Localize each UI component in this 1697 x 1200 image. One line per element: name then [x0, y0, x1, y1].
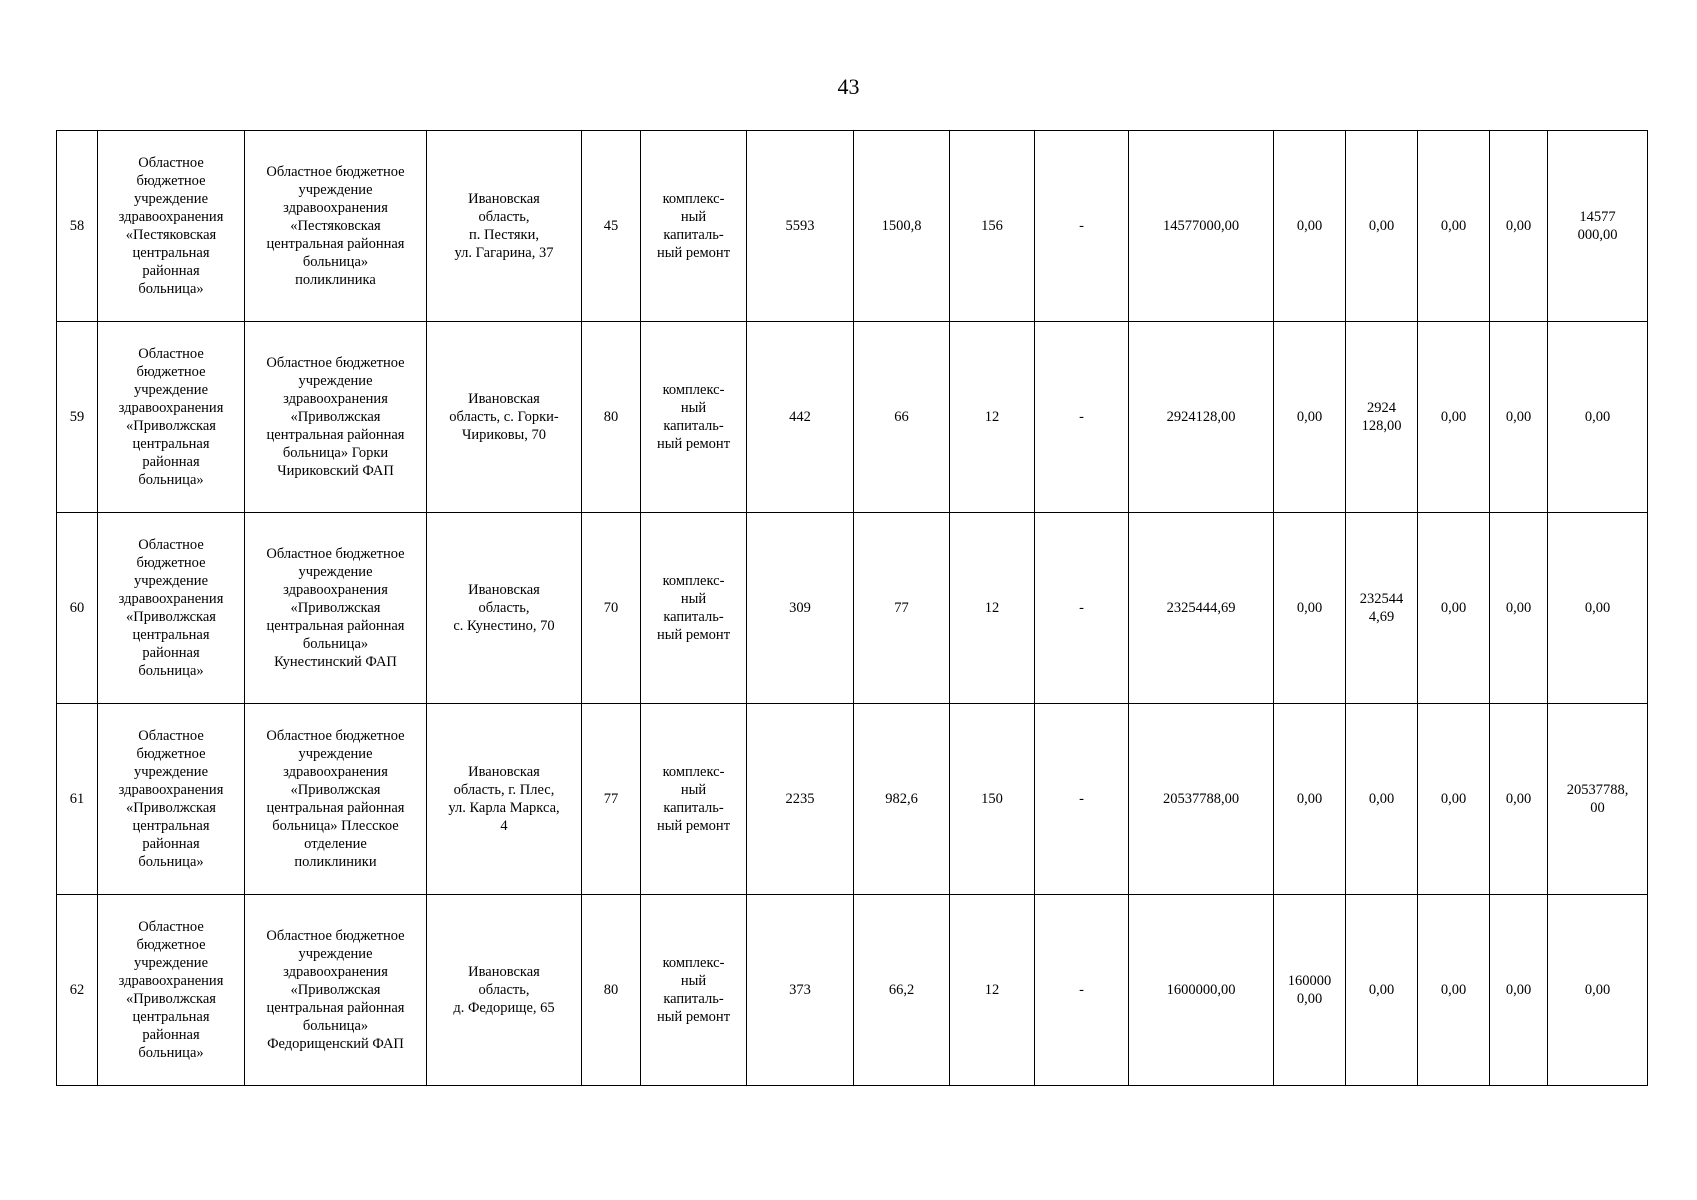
col12-cell: 0,00 [1274, 322, 1346, 513]
table-row [57, 131, 1648, 322]
col8-cell: 77 [854, 513, 950, 704]
col14-cell: 0,00 [1418, 322, 1490, 513]
institution-cell: Областное бюджетное учреждение здравоохранения «Приволжская центральная районная больница» [98, 322, 245, 513]
work-type-cell: комплекс- ный капиталь- ный ремонт [641, 895, 747, 1086]
institution-cell: Областное бюджетное учреждение здравоохранения «Приволжская центральная районная больница» [98, 704, 245, 895]
col16-cell: 14577 000,00 [1548, 131, 1648, 322]
address-cell: Ивановская область, д. Федорище, 65 [427, 895, 582, 1086]
table-row [57, 513, 1648, 704]
col10-cell: - [1035, 704, 1129, 895]
col8-cell: 66,2 [854, 895, 950, 1086]
col11-cell: 2325444,69 [1129, 513, 1274, 704]
col15-cell: 0,00 [1490, 131, 1548, 322]
col13-cell: 0,00 [1346, 131, 1418, 322]
col16-cell: 20537788, 00 [1548, 704, 1648, 895]
institution-cell: Областное бюджетное учреждение здравоохранения «Приволжская центральная районная больница» [98, 513, 245, 704]
col14-cell: 0,00 [1418, 704, 1490, 895]
col7-cell: 442 [747, 322, 854, 513]
col8-cell: 982,6 [854, 704, 950, 895]
address-cell: Ивановская область, с. Кунестино, 70 [427, 513, 582, 704]
col13-cell: 232544 4,69 [1346, 513, 1418, 704]
col10-cell: - [1035, 322, 1129, 513]
col12-cell: 0,00 [1274, 131, 1346, 322]
col16-cell: 0,00 [1548, 513, 1648, 704]
col9-cell: 12 [950, 322, 1035, 513]
col15-cell: 0,00 [1490, 704, 1548, 895]
col11-cell: 14577000,00 [1129, 131, 1274, 322]
col5-cell: 77 [582, 704, 641, 895]
col15-cell: 0,00 [1490, 322, 1548, 513]
address-cell: Ивановская область, с. Горки- Чириковы, 70 [427, 322, 582, 513]
col11-cell: 2924128,00 [1129, 322, 1274, 513]
object-name-cell: Областное бюджетное учреждение здравоохранения «Пестяковская центральная районная больница» поликлиника [245, 131, 427, 322]
col5-cell: 80 [582, 322, 641, 513]
row-number-cell: 62 [57, 895, 98, 1086]
col5-cell: 45 [582, 131, 641, 322]
row-number-cell: 59 [57, 322, 98, 513]
col10-cell: - [1035, 895, 1129, 1086]
col9-cell: 156 [950, 131, 1035, 322]
col8-cell: 66 [854, 322, 950, 513]
institution-cell: Областное бюджетное учреждение здравоохранения «Приволжская центральная районная больница» [98, 895, 245, 1086]
col12-cell: 160000 0,00 [1274, 895, 1346, 1086]
col10-cell: - [1035, 513, 1129, 704]
table-row [57, 322, 1648, 513]
col7-cell: 5593 [747, 131, 854, 322]
col11-cell: 1600000,00 [1129, 895, 1274, 1086]
table-row [57, 704, 1648, 895]
address-cell: Ивановская область, п. Пестяки, ул. Гагарина, 37 [427, 131, 582, 322]
institution-cell: Областное бюджетное учреждение здравоохранения «Пестяковская центральная районная больница» [98, 131, 245, 322]
col14-cell: 0,00 [1418, 131, 1490, 322]
row-number-cell: 58 [57, 131, 98, 322]
work-type-cell: комплекс- ный капиталь- ный ремонт [641, 322, 747, 513]
row-number-cell: 61 [57, 704, 98, 895]
col9-cell: 150 [950, 704, 1035, 895]
work-type-cell: комплекс- ный капиталь- ный ремонт [641, 704, 747, 895]
col13-cell: 0,00 [1346, 895, 1418, 1086]
col14-cell: 0,00 [1418, 513, 1490, 704]
object-name-cell: Областное бюджетное учреждение здравоохранения «Приволжская центральная районная больница» Горки Чириковский ФАП [245, 322, 427, 513]
row-number-cell: 60 [57, 513, 98, 704]
col13-cell: 0,00 [1346, 704, 1418, 895]
col9-cell: 12 [950, 513, 1035, 704]
col14-cell: 0,00 [1418, 895, 1490, 1086]
col7-cell: 309 [747, 513, 854, 704]
col16-cell: 0,00 [1548, 322, 1648, 513]
col16-cell: 0,00 [1548, 895, 1648, 1086]
work-type-cell: комплекс- ный капиталь- ный ремонт [641, 513, 747, 704]
page-number: 43 [837, 74, 860, 99]
col15-cell: 0,00 [1490, 513, 1548, 704]
object-name-cell: Областное бюджетное учреждение здравоохранения «Приволжская центральная районная больница» Кунестинский ФАП [245, 513, 427, 704]
address-cell: Ивановская область, г. Плес, ул. Карла Маркса, 4 [427, 704, 582, 895]
col7-cell: 2235 [747, 704, 854, 895]
col12-cell: 0,00 [1274, 513, 1346, 704]
col15-cell: 0,00 [1490, 895, 1548, 1086]
col9-cell: 12 [950, 895, 1035, 1086]
object-name-cell: Областное бюджетное учреждение здравоохранения «Приволжская центральная районная больница» Плесское отделение поликлиники [245, 704, 427, 895]
repair-objects-table [56, 130, 1648, 1086]
col10-cell: - [1035, 131, 1129, 322]
col13-cell: 2924 128,00 [1346, 322, 1418, 513]
object-name-cell: Областное бюджетное учреждение здравоохранения «Приволжская центральная районная больница» Федорищенский ФАП [245, 895, 427, 1086]
col7-cell: 373 [747, 895, 854, 1086]
col11-cell: 20537788,00 [1129, 704, 1274, 895]
table-row [57, 895, 1648, 1086]
work-type-cell: комплекс- ный капиталь- ный ремонт [641, 131, 747, 322]
col5-cell: 70 [582, 513, 641, 704]
col8-cell: 1500,8 [854, 131, 950, 322]
col5-cell: 80 [582, 895, 641, 1086]
col12-cell: 0,00 [1274, 704, 1346, 895]
